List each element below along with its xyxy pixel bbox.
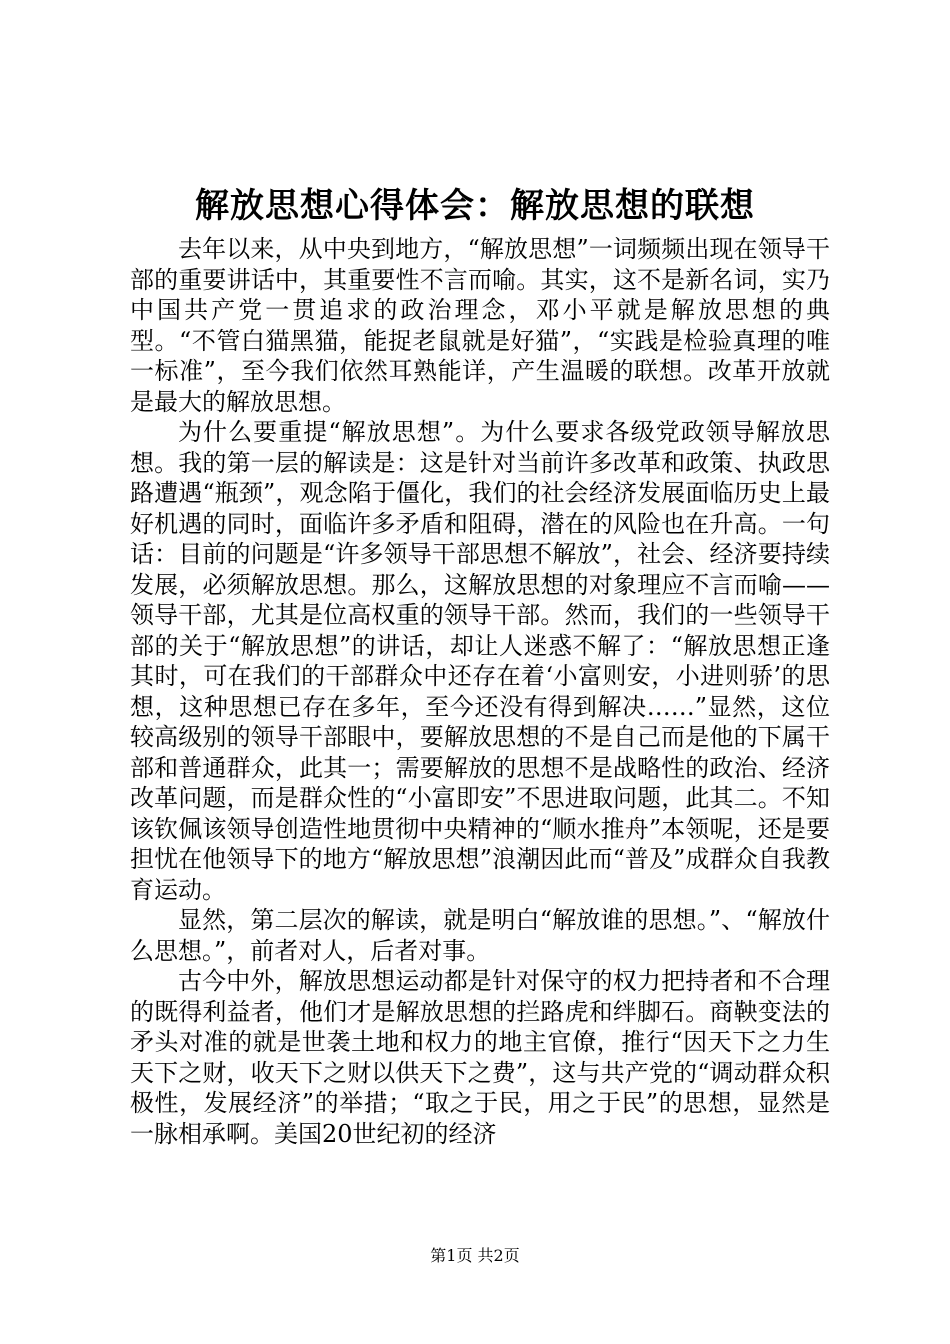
paragraph: 古今中外，解放思想运动都是针对保守的权力把持者和不合理的既得利益者，他们才是解放思想的拦路虎和绊脚石。商鞅变法的矛头对准的就是世袭土地和权力的地主官僚，推行“因天下之力生天下之财，收天下之财以供天下之费”，这与共产党的“调动群众积极性，发展经济”的举措；“取之于民，用之于民”的思想，显然是一脉相承啊。美国20世纪初的经济 [130, 967, 830, 1148]
document-body [130, 234, 830, 1149]
paragraph: 显然，第二层次的解读，就是明白“解放谁的思想。”、“解放什么思想。”，前者对人，后者对事。 [130, 906, 830, 965]
page-number-footer: 第1页 共2页 [430, 1246, 520, 1265]
paragraph: 为什么要重提“解放思想”。为什么要求各级党政领导解放思想。我的第一层的解读是：这是针对当前许多改革和政策、执政思路遭遇“瓶颈”，观念陷于僵化，我们的社会经济发展面临历史上最好机遇的同时，面临许多矛盾和阻碍，潜在的风险也在升高。一句话：目前的问题是“许多领导干部思想不解放”，社会、经济要持续发展，必须解放思想。那么，这解放思想的对象理应不言而喻——领导干部，尤其是位高权重的领导干部。然而，我们的一些领导干部的关于“解放思想”的讲话，却让人迷惑不解了：“解放思想正逢其时，可在我们的干部群众中还存在着‘小富则安，小进则骄’的思想，这种思想已存在多年，至今还没有得到解决……”显然，这位较高级别的领导干部眼中，要解放思想的不是自己而是他的下属干部和普通群众，此其一；需要解放的思想不是战略性的政治、经济改革问题，而是群众性的“小富即安”不思进取问题，此其二。不知该钦佩该领导创造性地贯彻中央精神的“顺水推舟”本领呢，还是要担忧在他领导下的地方“解放思想”浪潮因此而“普及”成群众自我教育运动。 [130, 418, 830, 904]
paragraph: 去年以来，从中央到地方，“解放思想”一词频频出现在领导干部的重要讲话中，其重要性不言而喻。其实，这不是新名词，实乃中国共产党一贯追求的政治理念，邓小平就是解放思想的典型。“不管白猫黑猫，能捉老鼠就是好猫”，“实践是检验真理的唯一标准”，至今我们依然耳熟能详，产生温暖的联想。改革开放就是最大的解放思想。 [130, 235, 830, 416]
document-title: 解放思想心得体会：解放思想的联想 [195, 186, 755, 226]
